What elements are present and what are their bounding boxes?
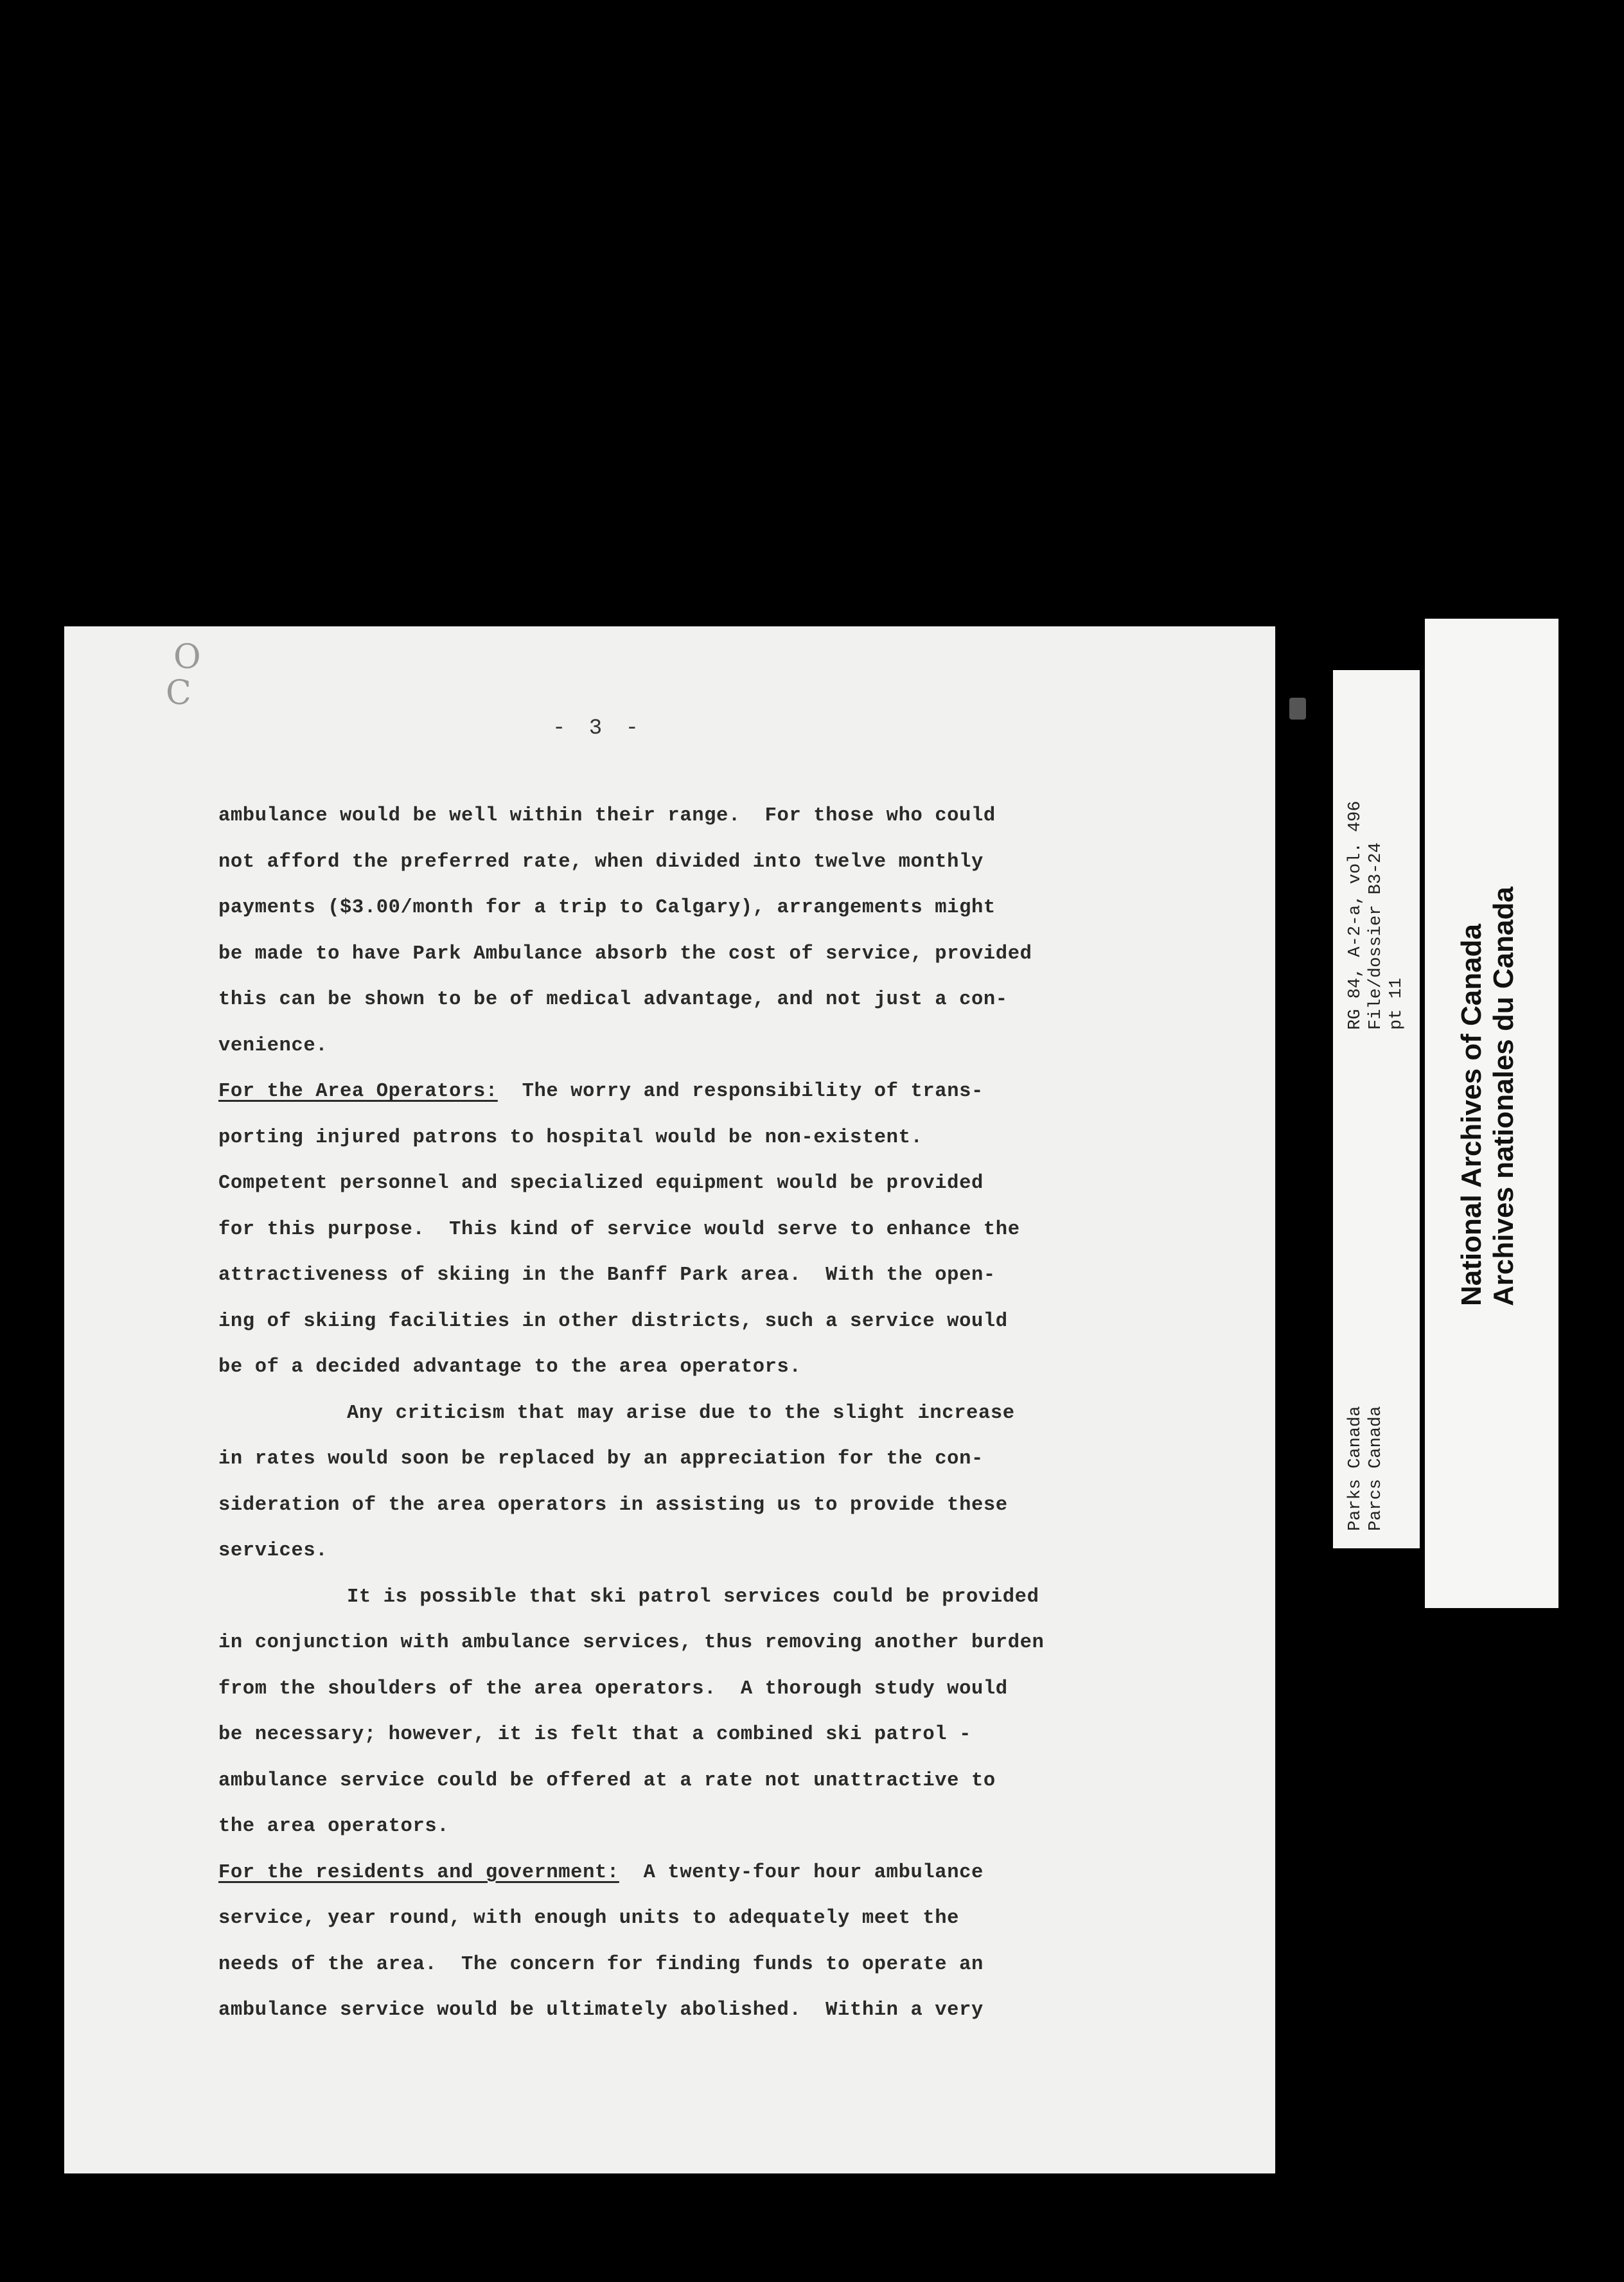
text-line-continuation: The worry and responsibility of trans- xyxy=(497,1081,984,1102)
text-line: service, year round, with enough units to adequately meet the xyxy=(218,1907,960,1929)
section-heading: For the residents and government: xyxy=(218,1861,619,1884)
text-line: be made to have Park Ambulance absorb the cost of service, provided xyxy=(218,942,1032,965)
text-line: this can be shown to be of medical advantage, and not just a con- xyxy=(218,989,1008,1011)
punch-hole-mark-bottom: C xyxy=(166,674,191,712)
page-number: - 3 - xyxy=(552,716,644,741)
text-line: needs of the area. The concern for finding funds to operate an xyxy=(218,1953,984,1976)
text-line: Any criticism that may arise due to the slight increase xyxy=(347,1402,1015,1424)
institution-line-1: National Archives of Canada xyxy=(1456,924,1487,1306)
text-line: ambulance service could be offered at a rate not unattractive to xyxy=(218,1769,996,1792)
text-line: for this purpose. This kind of service would serve to enhance the xyxy=(218,1218,1020,1241)
text-line: porting injured patrons to hospital would be non-existent. xyxy=(218,1126,923,1149)
text-line: ing of skiing facilities in other districts, such a service would xyxy=(218,1310,1008,1332)
text-line: sideration of the area operators in assisting us to provide these xyxy=(218,1494,1008,1516)
text-line: services. xyxy=(218,1540,328,1562)
text-line: attractiveness of skiing in the Banff Park area. With the open- xyxy=(218,1264,996,1286)
reference-line-1: RG 84, A-2-a, vol. 496 xyxy=(1346,800,1365,1030)
text-line xyxy=(218,1850,1259,1897)
text-line: ambulance would be well within their range. For those who could xyxy=(218,805,996,827)
staple-mark xyxy=(1289,698,1306,720)
text-line: Competent personnel and specialized equipment would be provided xyxy=(218,1172,984,1194)
section-heading: For the Area Operators: xyxy=(218,1081,498,1102)
agency-line-2: Parcs Canada xyxy=(1366,1406,1386,1531)
text-line: in conjunction with ambulance services, thus removing another burden xyxy=(218,1632,1045,1654)
punch-hole-mark-top: O xyxy=(173,638,201,677)
text-line: payments ($3.00/month for a trip to Calgary), arrangements might xyxy=(218,897,996,919)
text-line: not afford the preferred rate, when divided into twelve monthly xyxy=(218,851,984,873)
text-line: venience. xyxy=(218,1034,328,1057)
agency-line-1: Parks Canada xyxy=(1346,1406,1365,1531)
document-page xyxy=(64,626,1275,2173)
archive-reference-label xyxy=(1333,670,1420,1548)
text-line: in rates would soon be replaced by an appreciation for the con- xyxy=(218,1448,984,1470)
national-archives-label xyxy=(1425,619,1558,1608)
text-line-continuation: A twenty-four hour ambulance xyxy=(619,1861,984,1884)
text-line: It is possible that ski patrol services could be provided xyxy=(347,1586,1039,1608)
institution-line-2: Archives nationales du Canada xyxy=(1488,887,1519,1306)
text-line: the area operators. xyxy=(218,1816,450,1837)
text-line: be of a decided advantage to the area operators. xyxy=(218,1356,802,1378)
text-line: be necessary; however, it is felt that a combined ski patrol - xyxy=(218,1724,971,1746)
reference-line-3: pt 11 xyxy=(1387,977,1406,1030)
document-body xyxy=(218,793,1259,2034)
text-line: ambulance service would be ultimately abolished. Within a very xyxy=(218,1999,984,2021)
text-line xyxy=(218,1069,1259,1115)
reference-line-2: File/dossier B3-24 xyxy=(1366,842,1386,1030)
text-line: from the shoulders of the area operators. A thorough study would xyxy=(218,1677,1008,1700)
